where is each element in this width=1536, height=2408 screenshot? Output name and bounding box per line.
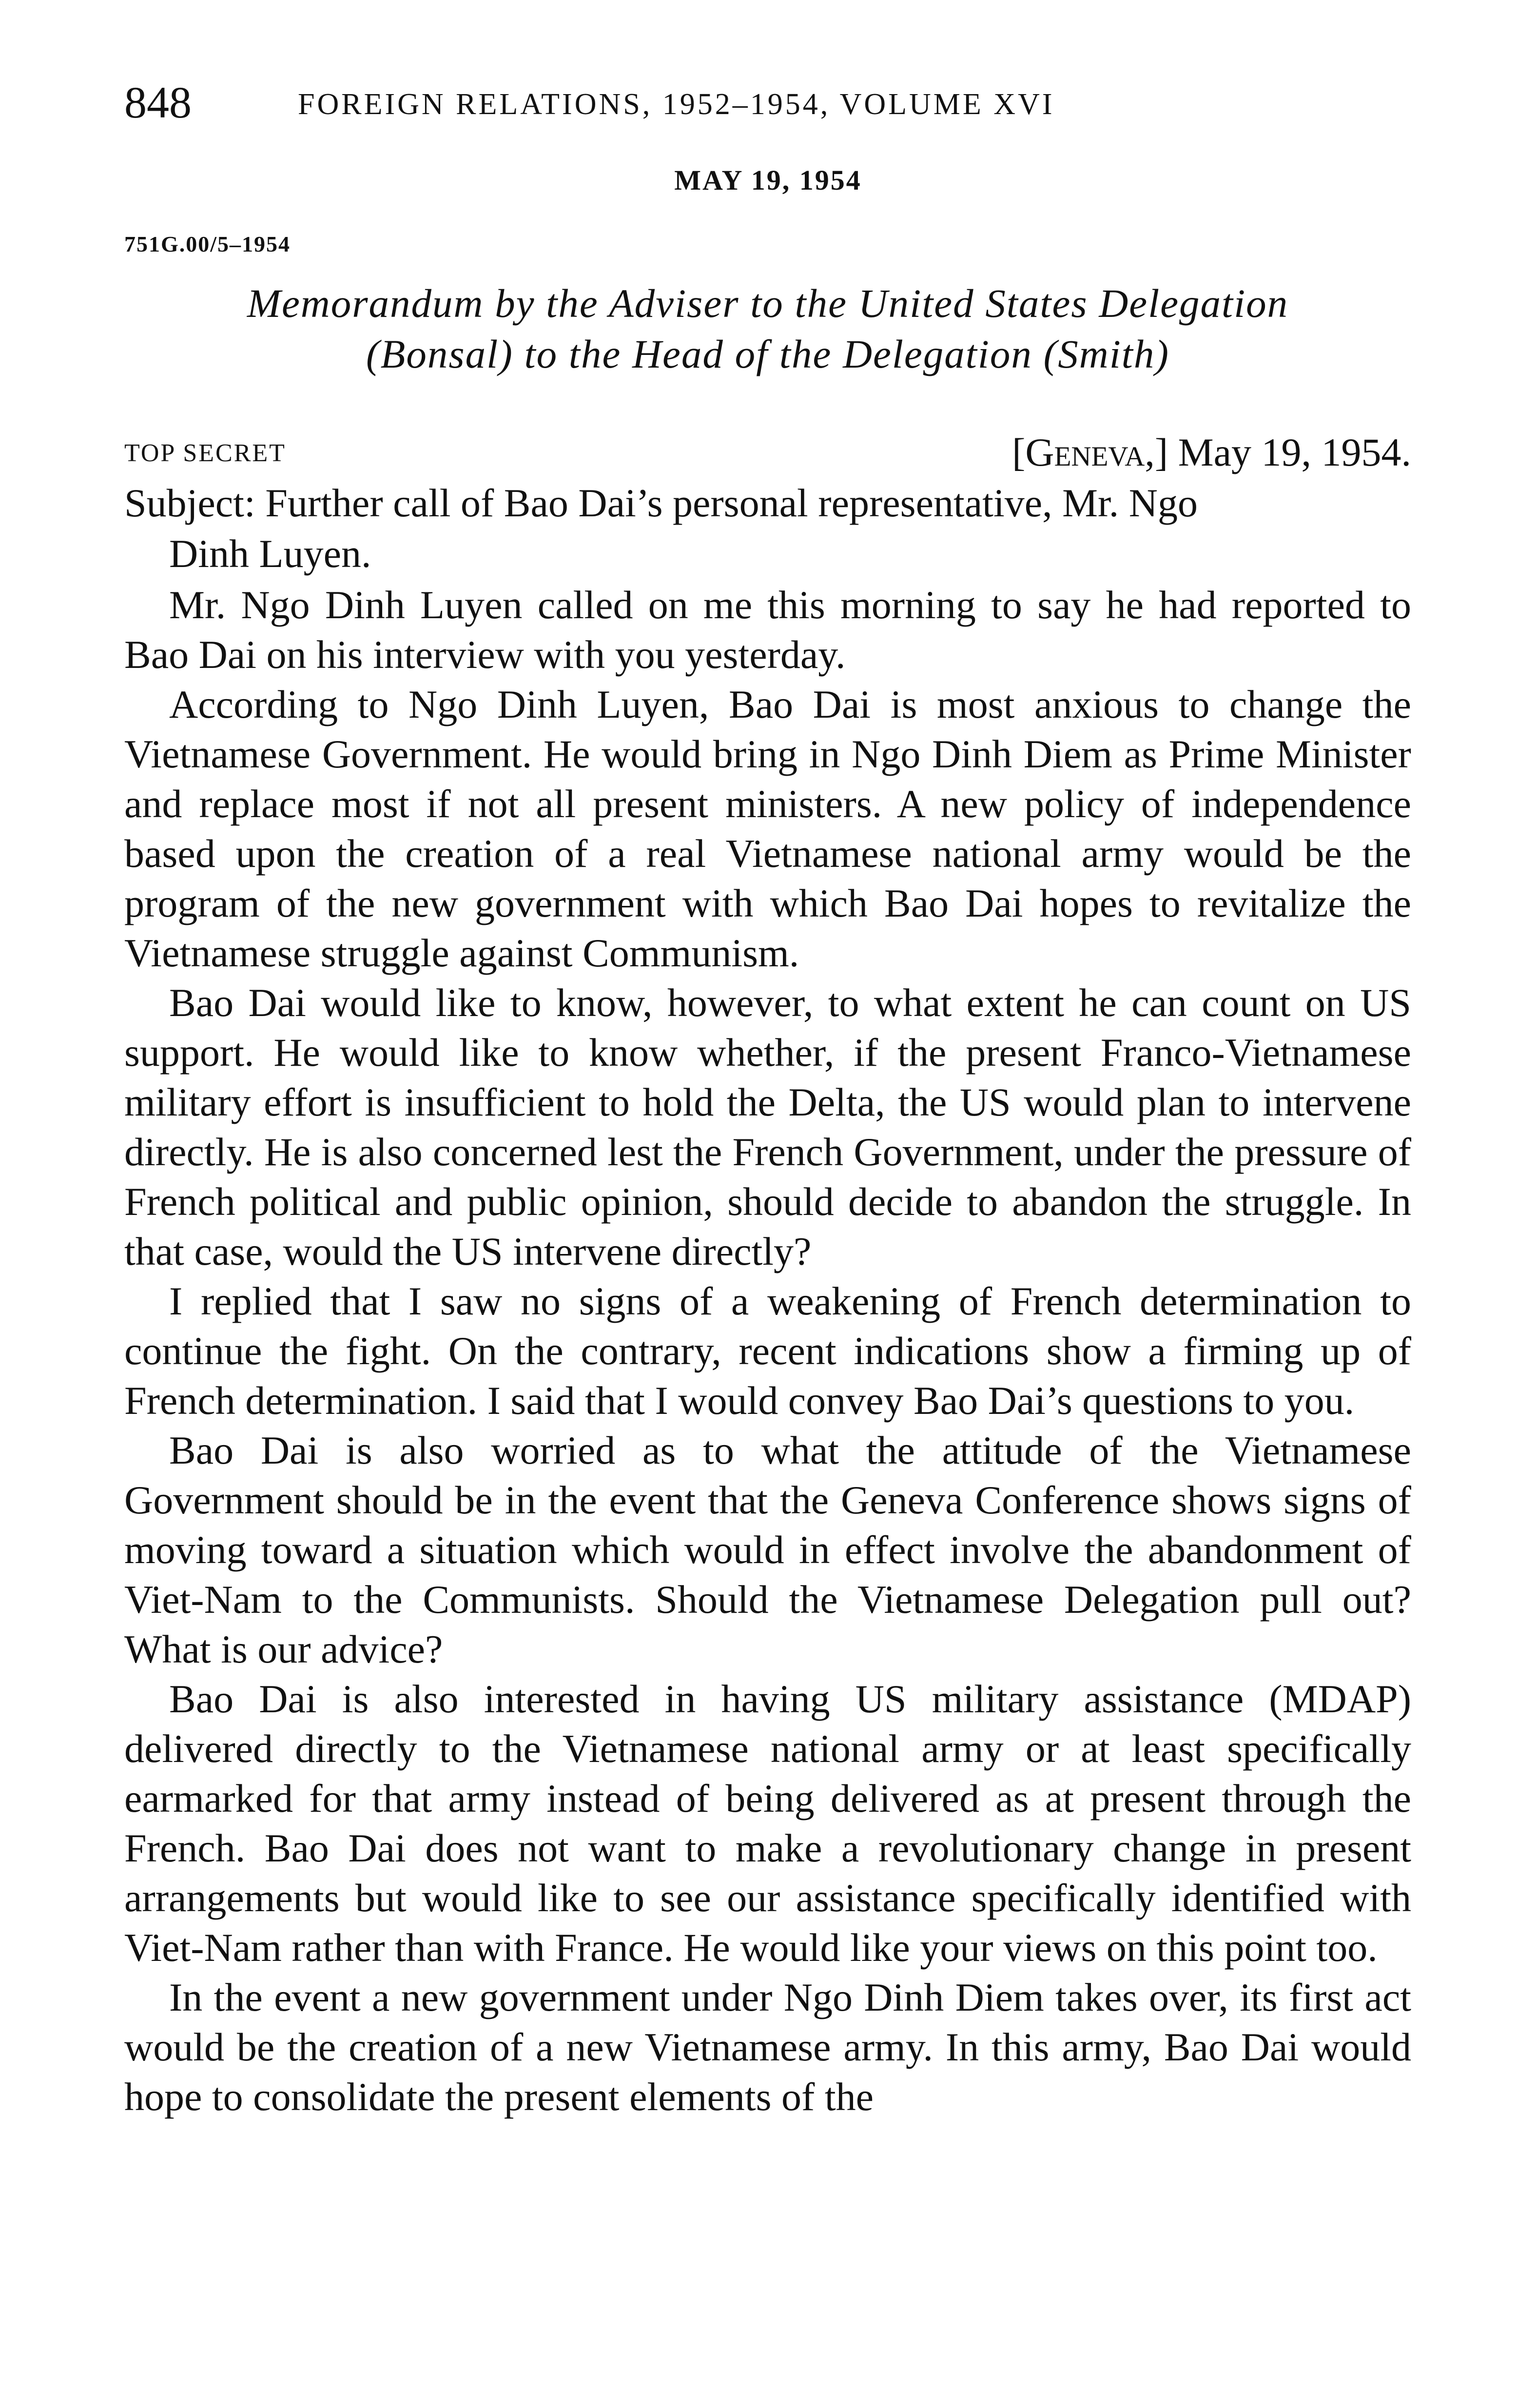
paragraph-5: Bao Dai is also worried as to what the attitude of the Vietnamese Government should be in the event that the Geneva Conference shows signs of moving toward a situation which would in effect involve the abandonment of Viet-Nam to the Communists. Should the Vietnamese Delegation pull out? What is our advice? xyxy=(124,1428,1411,1671)
date: May 19, 1954. xyxy=(1178,430,1411,474)
classification-marking: TOP SECRET xyxy=(124,439,286,467)
running-head xyxy=(124,73,1411,132)
document-title-line-2: (Bonsal) to the Head of the Delegation (Smith) xyxy=(366,332,1169,376)
paragraph-7: In the event a new government under Ngo Dinh Diem takes over, its first act would be the creation of a new Vietnamese army. In this army, Bao Dai would hope to consolidate the present elements of the xyxy=(124,1975,1411,2119)
series-title: FOREIGN RELATIONS, 1952–1954, VOLUME XVI xyxy=(298,88,1055,121)
paragraph-6: Bao Dai is also interested in having US military assistance (MDAP) delivered directly to the Vietnamese national army or at least specifically earmarked for that army instead of being delivered as at present through the French. Bao Dai does not want to make a revolutionary change in present arrangements but would like to see our assistance specifically identified with Viet-Nam rather than with France. He would like your views on this point too. xyxy=(124,1677,1411,1970)
paragraph-2: According to Ngo Dinh Luyen, Bao Dai is most anxious to change the Vietnamese Government. He would bring in Ngo Dinh Diem as Prime Minister and replace most if not all present ministers. A new policy of independence based upon the creation of a real Vietnamese national army would be the program of the new government with which Bao Dai hopes to revitalize the Vietnamese struggle against Communism. xyxy=(124,682,1411,975)
date-heading: MAY 19, 1954 xyxy=(674,164,862,196)
subject-block xyxy=(124,478,1411,579)
paragraph-1: Mr. Ngo Dinh Luyen called on me this morning to say he had reported to Bao Dai on his interview with you yesterday. xyxy=(124,583,1411,677)
page-number: 848 xyxy=(124,78,192,127)
subject-line-1: Subject: Further call of Bao Dai’s personal representative, Mr. Ngo xyxy=(124,481,1198,525)
memorandum-body xyxy=(124,580,1411,2122)
document-title xyxy=(124,278,1411,379)
paragraph-4: I replied that I saw no signs of a weakening of French determination to continue the fight. On the contrary, recent indications show a firming up of French determination. I said that I would convey Bao Dai’s questions to you. xyxy=(124,1279,1411,1423)
subject-line-2: Dinh Luyen. xyxy=(169,531,371,576)
paragraph-3: Bao Dai would like to know, however, to what extent he can count on US support. He would like to know whether, if the present Franco-Vietnamese military effort is insufficient to hold the Delta, the US would plan to intervene directly. He is also concerned lest the French Government, under the pressure of French political and public opinion, should decide to abandon the struggle. In that case, would the US intervene directly? xyxy=(124,980,1411,1273)
file-number: 751G.00/5–1954 xyxy=(124,232,291,256)
document-title-line-1: Memorandum by the Adviser to the United States Delegation xyxy=(247,281,1289,326)
place: Geneva, xyxy=(1025,430,1155,474)
place-date-line: [Geneva,] May 19, 1954. xyxy=(1012,430,1411,474)
